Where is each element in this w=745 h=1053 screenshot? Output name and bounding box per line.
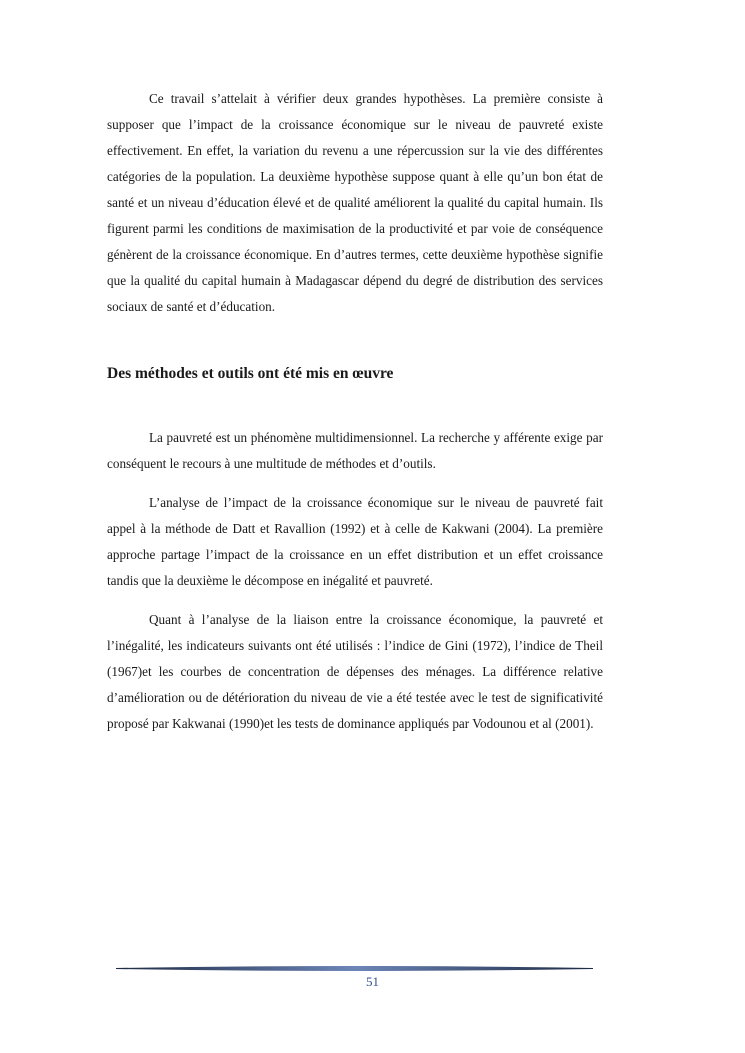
paragraph-impact-analysis: L’analyse de l’impact de la croissance économique sur le niveau de pauvreté fait appel à la méthode de Datt et Ravallion (1992) et à celle de Kakwani (2004). La première approche partage l’impact de la croissance en un effet distribution et un effet croissance tandis que la deuxième le décompose en inégalité et pauvreté.: [107, 495, 603, 588]
paragraph-poverty-multidimensional: La pauvreté est un phénomène multidimensionnel. La recherche y afférente exige par conséquent le recours à une multitude de méthodes et d’outils.: [107, 430, 603, 471]
paragraph-hypotheses: Ce travail s’attelait à vérifier deux grandes hypothèses. La première consiste à supposer que l’impact de la croissance économique sur le niveau de pauvreté existe effectivement. En effet, la variation du revenu a une répercussion sur la vie des différentes catégories de la population. La deuxième hypothèse suppose quant à elle qu’un bon état de santé et un niveau d’éducation élevé et de qualité améliorent la qualité du capital humain. Ils figurent parmi les conditions de maximisation de la productivité et par voie de conséquence génèrent de la croissance économique. En d’autres termes, cette deuxième hypothèse signifie que la qualité du capital humain à Madagascar dépend du degré de distribution des services sociaux de santé et d’éducation.: [107, 91, 603, 314]
section-heading: Des méthodes et outils ont été mis en œuvre: [107, 365, 394, 382]
page-number: 51: [366, 974, 379, 989]
paragraph-indicators: Quant à l’analyse de la liaison entre la croissance économique, la pauvreté et l’inégalité, les indicateurs suivants ont été utilisés : l’indice de Gini (1972), l’indice de Theil (1967)et les courbes de concentration de dépenses des ménages. La différence relative d’amélioration ou de détérioration du niveau de vie a été testée avec le test de significativité proposé par Kakwanai (1990)et les tests de dominance appliqués par Vodounou et al (2001).: [107, 612, 603, 731]
page-body: [107, 86, 603, 737]
